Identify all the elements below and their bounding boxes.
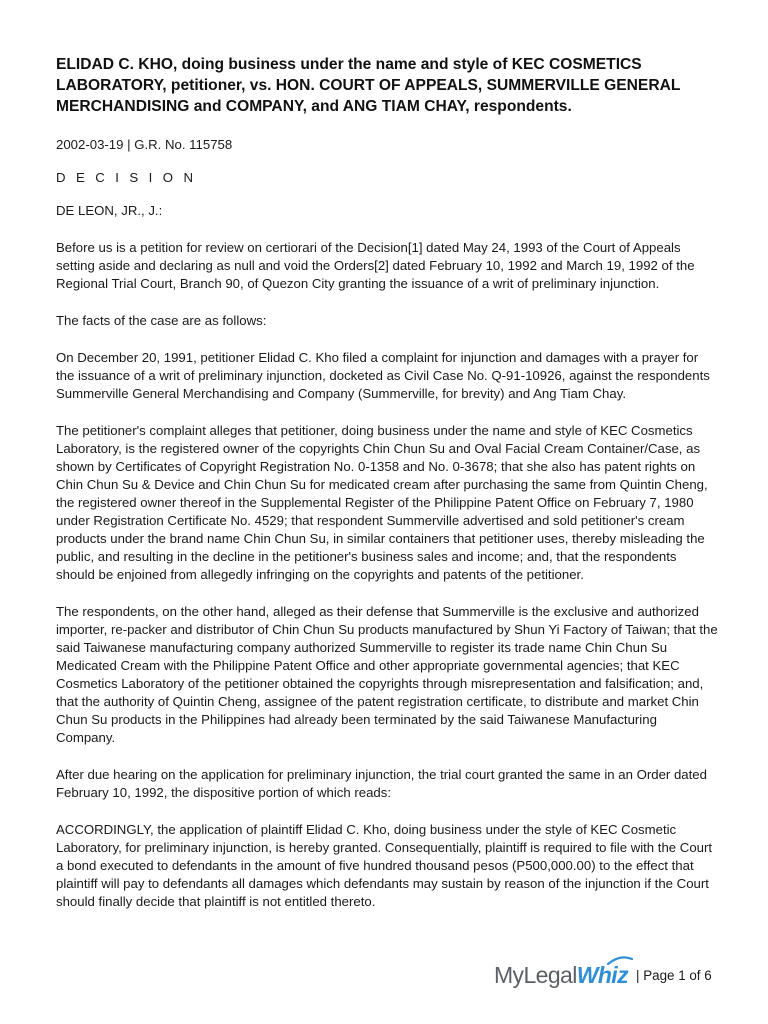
paragraph-6: After due hearing on the application for preliminary injunction, the trial court granted the same in an Order dated February 10, 1992, the dispositive portion of which reads: [56, 767, 707, 800]
logo-my: My [494, 961, 524, 988]
decision-heading: D E C I S I O N [56, 170, 197, 185]
paragraph-2: The facts of the case are as follows: [56, 313, 267, 328]
page-footer [494, 958, 734, 992]
page-number: | Page 1 of 6 [636, 967, 712, 983]
paragraph-4: The petitioner's complaint alleges that petitioner, doing business under the name and style of KEC Cosmetics Laboratory, is the registered owner of the copyrights Chin Chun Su and Oval Facial Cream Container/Case, as shown by Certificates of Copyright Registration No. 0-1358 and No. 0-3678; that she also has patent rights on Chin Chun Su & Device and Chin Chun Su for medicated cream after purchasing the same from Quintin Cheng, the registered owner thereof in the Supplemental Register of the Philippine Patent Office on February 7, 1980 under Registration Certificate No. 4529; that respondent Summerville advertised and sold petitioner's cream products under the brand name Chin Chun Su, in similar containers that petitioner uses, thereby misleading the public, and resulting in the decline in the petitioner's business sales and income; and, that the respondents should be enjoined from allegedly infringing on the copyrights and patents of the petitioner. [56, 423, 708, 582]
paragraph-1: Before us is a petition for review on certiorari of the Decision[1] dated May 24, 1993 of the Court of Appeals setting aside and declaring as null and void the Orders[2] dated February 10, 1992 and March 19, 1992 of the Regional Trial Court, Branch 90, of Quezon City granting the issuance of a writ of preliminary injunction. [56, 240, 695, 291]
paragraph-3: On December 20, 1991, petitioner Elidad C. Kho filed a complaint for injunction and damages with a prayer for the issuance of a writ of preliminary injunction, docketed as Civil Case No. Q-91-10926, against the respondents Summerville General Merchandising and Company (Summerville, for brevity) and Ang Tiam Chay. [56, 350, 710, 401]
paragraph-7: ACCORDINGLY, the application of plaintiff Elidad C. Kho, doing business under the style of KEC Cosmetic Laboratory, for preliminary injunction, is hereby granted. Consequentially, plaintiff is required to file with the Court a bond executed to defendants in the amount of five hundred thousand pesos (P500,000.00) to the effect that plaintiff will pay to defendants all damages which defendants may sustain by reason of the injunction if the Court should finally decide that plaintiff is not entitled thereto. [56, 822, 713, 909]
mylegalwhiz-logo [494, 962, 628, 989]
logo-whiz: Whiz [576, 961, 628, 988]
paragraph-5: The respondents, on the other hand, alleged as their defense that Summerville is the exclusive and authorized importer, re-packer and distributor of Chin Chun Su products manufactured by Shun Yi Factory of Taiwan; that the said Taiwanese manufacturing company authorized Summerville to register its trade name Chin Chun Su Medicated Cream with the Philippine Patent Office and other appropriate governmental agencies; that KEC Cosmetics Laboratory of the petitioner obtained the copyrights through misrepresentation and falsification; and, that the authority of Quintin Cheng, assignee of the patent registration certificate, to distribute and market Chin Chun Su products in the Philippines had already been terminated by the said Taiwanese Manufacturing Company. [56, 604, 718, 745]
document-page [56, 54, 718, 928]
swoosh-icon [607, 956, 633, 966]
ponente: DE LEON, JR., J.: [56, 203, 163, 218]
logo-whiz-wrap [577, 962, 628, 989]
case-title: ELIDAD C. KHO, doing business under the name and style of KEC COSMETICS LABORATORY, petitioner, vs. HON. COURT OF APPEALS, SUMMERVILLE GENERAL MERCHANDISING and COMPANY, and ANG TIAM CHAY, respondents. [56, 56, 681, 115]
case-meta: 2002-03-19 | G.R. No. 115758 [56, 137, 233, 152]
logo-legal: Legal [523, 961, 577, 988]
